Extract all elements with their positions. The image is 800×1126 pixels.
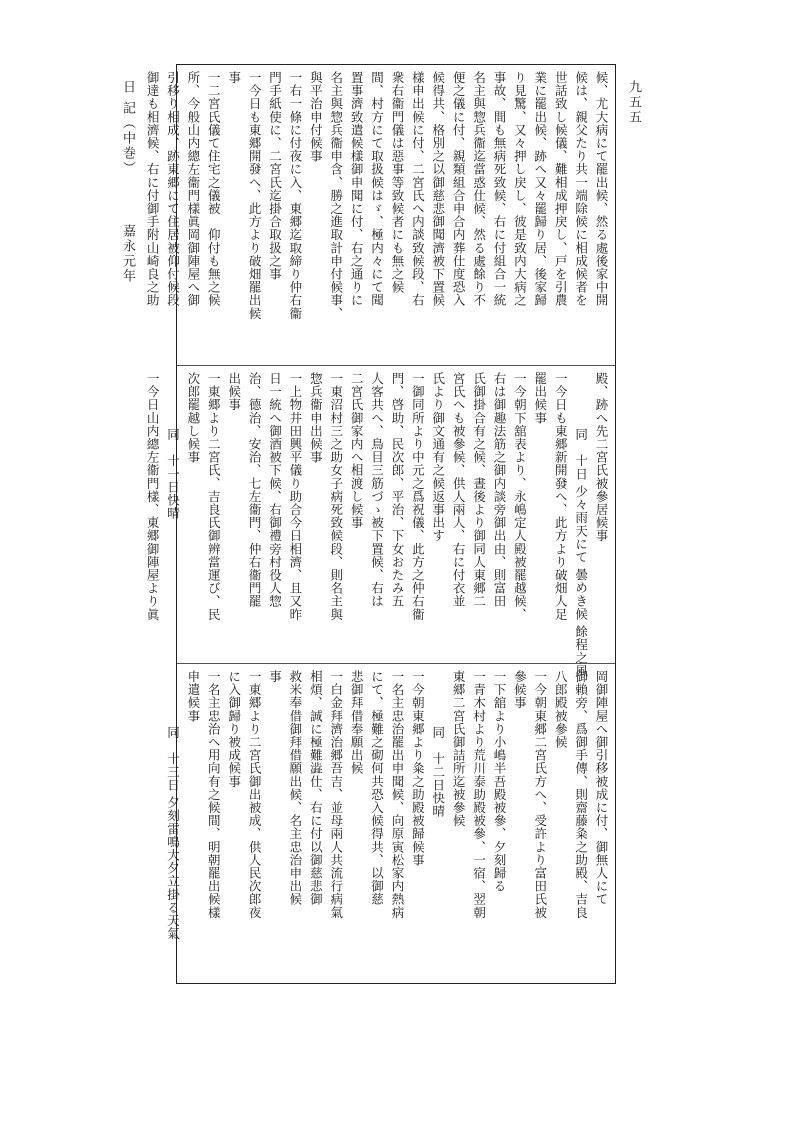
- text-line: 一今日も東郷開發へ、此方より破畑罷出候: [247, 71, 263, 320]
- text-line: 所、今般山内總左衞門樣眞岡御陣屋へ御: [185, 71, 201, 307]
- text-line: り見驚、又々押し戻し、彼是致内大病之: [512, 71, 528, 307]
- text-line: 一上物井田興平儀り助合今日相濟、且又昨: [287, 372, 303, 621]
- text-line: 八郎殿被參候: [553, 670, 569, 749]
- text-line: 引移り相成、跡東郷にて住居被仰付候段: [165, 71, 181, 307]
- text-line: 同 十日 少々雨天にて 曇めき候 餘程之風: [573, 428, 589, 678]
- text-line: 申遣候事: [185, 670, 201, 723]
- text-line: 悲御拜借奉願出候: [349, 670, 365, 775]
- text-line: 名主與惣兵衞迄當惑仕候、然る處餘り不: [471, 71, 487, 307]
- page-number: 九五五: [626, 80, 641, 125]
- text-line: 一今朝東郷二宮氏方へ、受許より富田氏被: [532, 670, 548, 919]
- text-line: 與平治申付候事: [308, 71, 324, 163]
- text-line: 岡御陣屋へ御引移被成に付、御無人にて: [594, 670, 609, 906]
- text-line: 一名主忠治へ用向有之候間、明朝罷出候樣: [206, 670, 222, 919]
- text-line: 二宮氏御家内へ相渡し候事: [349, 372, 365, 530]
- text-line: 同 十三日 夕刻雷鳴大夕立掛る天氣: [165, 726, 181, 941]
- text-line: 東郷二宮氏御詰所迄被參候: [451, 670, 467, 828]
- text-line: 事: [267, 670, 283, 684]
- text-line: 門手紙使に、二宮氏迄掛合取扱之事: [267, 71, 283, 281]
- text-line: 事故、間も無病死致候、右に付組合一統: [491, 71, 507, 307]
- text-line: 治、德治、安治、七左衞門、仲右衞門罷: [247, 372, 263, 608]
- text-line: 一右一條に付夜に入、東郷迄取締り仲右衞: [287, 71, 303, 320]
- text-line: 罷出候事: [532, 372, 548, 425]
- text-line: 右は御趣法筋之御内談旁御出由、則富田: [491, 372, 507, 608]
- text-line: 一東郷より二宮氏、吉良氏御辨當運び、民: [206, 372, 222, 621]
- text-line: 惣兵衞申出候事: [308, 372, 324, 464]
- text-line: 一東郷より二宮氏御出被成、供人民次郎夜: [247, 670, 263, 919]
- text-line: 同 十二日快晴: [430, 726, 446, 818]
- text-block-upper: [145, 65, 615, 365]
- text-line: 次郎罷越し候事: [185, 372, 201, 464]
- text-line: 人客共へ、鳥目三筋づゝ被下置候、右は: [369, 372, 385, 608]
- text-line: 一今日山内總左衞門樣、東郷御陣屋より眞: [145, 372, 161, 621]
- text-line: 便之儀に付、親類組合申合内葬仕度恐入: [451, 71, 467, 307]
- text-line: 門、啓助、民次郎、平治、下女おたみ五: [389, 372, 405, 608]
- text-line: 參候事: [512, 670, 528, 710]
- text-line: 一二宮氏儀て住宅之儀被 仰付も無之候: [206, 71, 222, 307]
- text-line: 一青木村より荒川泰助殿被參、一宿、翌朝: [471, 670, 487, 919]
- header-title: 日 記（中巻）: [120, 80, 135, 177]
- text-line: 御賴旁、爲御手傳、則齋藤粂之助殿、吉良: [573, 670, 589, 919]
- text-line: 世話致し候儀、難相成押戻し、戸を引農: [553, 71, 569, 307]
- text-line: 樣申出候に付、二宮氏へ内談致候段、右: [410, 71, 426, 307]
- text-line: に入御歸り被成候事: [226, 670, 242, 788]
- text-line: 候得共、格別之以御慈悲御聞濟被下置候: [430, 71, 446, 307]
- text-line: 救米奉借御拜借願出候、名主忠治申出候: [287, 670, 303, 906]
- text-line: 宮氏へも被參候、供人兩人、右に付衣並: [451, 372, 467, 608]
- text-line: 氏より御文通有之候返事出す: [430, 372, 446, 543]
- text-line: 御達も相濟候、右に付御手附山崎良之助: [145, 71, 161, 307]
- text-line: 相煩、誠に極難澁仕、右に付以御慈悲御: [308, 670, 324, 906]
- running-header: [118, 80, 136, 284]
- text-line: 一今朝東郷より粂之助殿被歸候事: [410, 670, 426, 867]
- text-line: 一下舘より小嶋半吾殿被參、夕刻歸る: [491, 670, 507, 893]
- text-line: 氏御掛合有之候、晝後より御同人東郷二: [471, 372, 487, 608]
- text-line: 間、村方にて取扱候はゞ、極内々にて聞: [369, 71, 385, 307]
- text-line: にて、極難之砌何共恐入候得共、以御慈: [369, 670, 385, 906]
- text-line: 候は、親父たり共一端除候に相成候者を: [573, 71, 589, 307]
- text-line: 名主與惣兵衞申含、勝之進取計申付候事、: [328, 71, 344, 320]
- text-line: 一御同所より中元之爲祝儀、此方之仲右衞: [410, 372, 426, 621]
- text-line: 一名主忠治罷出申聞候、向原寅松家内熱病: [389, 670, 405, 919]
- text-frame: [145, 64, 616, 984]
- text-line: 出候事: [226, 372, 242, 412]
- text-line: 殿、跡へ先二宮氏被參居候事: [594, 372, 609, 543]
- text-line: 日一統へ御酒被下候、右御禮旁村役人惣: [267, 372, 283, 608]
- text-line: 同 十一日快晴: [165, 428, 181, 520]
- text-line: 事: [226, 71, 242, 85]
- header-era: 嘉永元年: [120, 224, 135, 285]
- text-line: 一白金拜濟治郷吾吉、並母兩人共流行病氣: [328, 670, 344, 919]
- text-block-lower: [165, 663, 615, 985]
- text-line: 一今日も東郷新開發へ、此方より破畑人足: [553, 372, 569, 621]
- text-line: 一東沼村三之助女子病死致候段、則名主與: [328, 372, 344, 621]
- text-line: 業に罷出候、跡へ又々罷歸り居、後家歸: [532, 71, 548, 307]
- text-line: 一今朝下舘表より、永嶋定人殿被罷越候、: [512, 372, 528, 621]
- text-line: 置事濟致遣候樣御申聞に付、右之通りに: [349, 71, 365, 307]
- text-block-middle: [145, 365, 615, 678]
- text-line: 候、尤大病にて罷出候、然る處後家中開: [594, 71, 609, 307]
- text-line: 衆右衞門儀は惡事等致候者にも無之候: [389, 71, 405, 294]
